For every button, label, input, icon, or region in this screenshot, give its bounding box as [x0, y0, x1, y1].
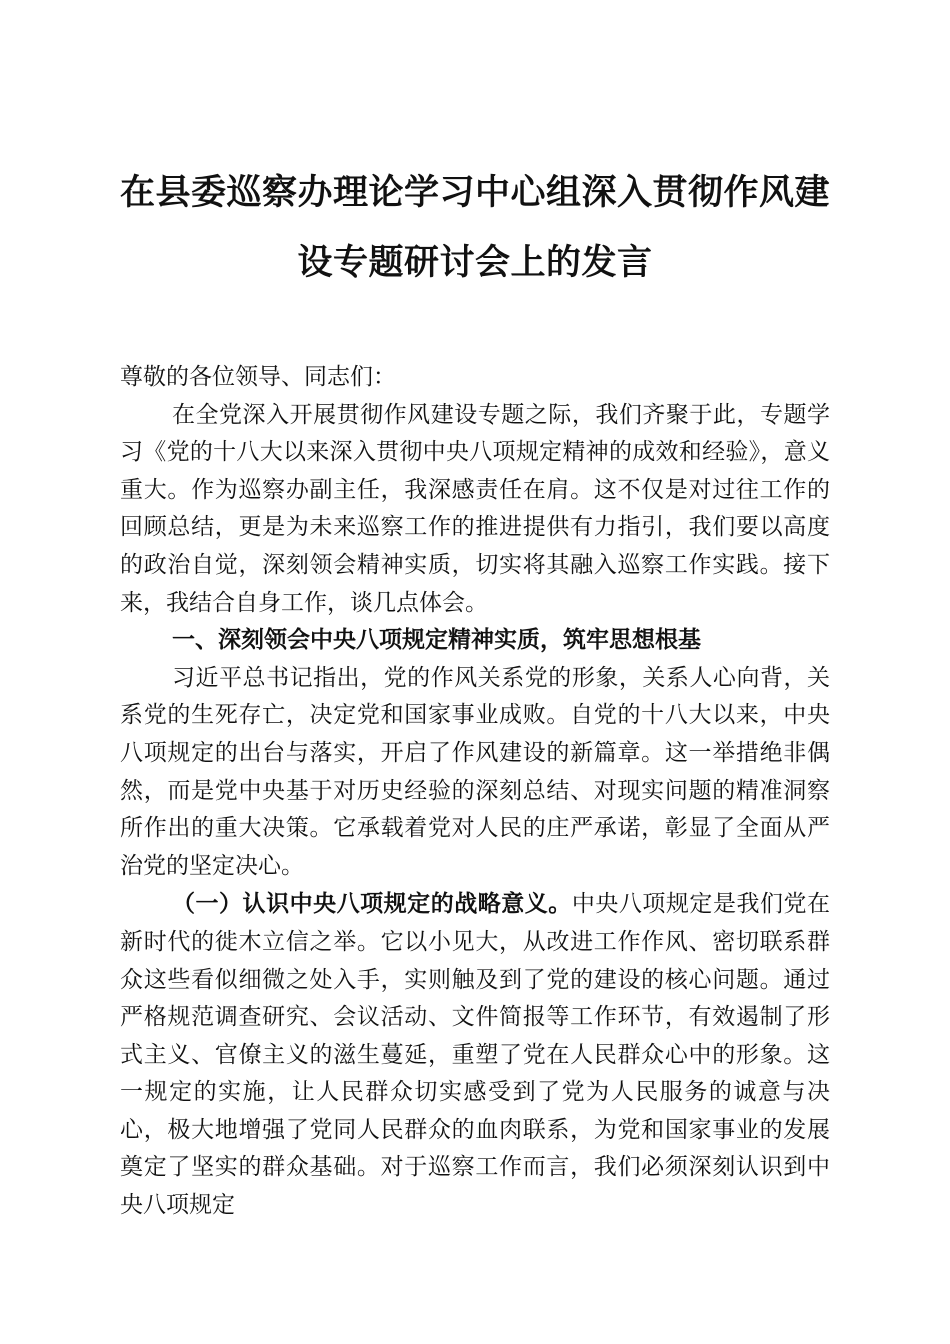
subsection-lead: （一）认识中央八项规定的战略意义。	[172, 890, 572, 918]
intro-paragraph: 在全党深入开展贯彻作风建设专题之际，我们齐聚于此，专题学习《党的十八大以来深入贯彻中央八项规定精神的成效和经验》，意义重大。作为巡察办副主任，我深感责任在肩。这不仅是对过往工作的回顾总结，更是为未来巡察工作的推进提供有力指引，我们要以高度的政治自觉，深刻领会精神实质，切实将其融入巡察工作实践。接下来，我结合自身工作，谈几点体会。	[120, 401, 830, 616]
document-title-line1: 在县委巡察办理论学习中心组深入贯彻作风建	[119, 173, 830, 213]
section-paragraph: 习近平总书记指出，党的作风关系党的形象，关系人心向背，关系党的生死存亡，决定党和国家事业成败。自党的十八大以来，中央八项规定的出台与落实，开启了作风建设的新篇章。这一举措绝非偶然，而是党中央基于对历史经验的深刻总结、对现实问题的精准洞察所作出的重大决策。它承载着党对人民的庄严承诺，彰显了全面从严治党的坚定决心。	[120, 664, 830, 879]
section-heading: 一、深刻领会中央八项规定精神实质，筑牢思想根基	[172, 627, 701, 654]
document-body	[120, 359, 830, 1225]
salutation: 尊敬的各位领导、同志们：	[120, 364, 396, 390]
subsection-paragraph	[120, 885, 830, 1224]
subsection-body: 中央八项规定是我们党在新时代的徙木立信之举。它以小见大，从改进工作作风、密切联系群众这些看似细微之处入手，实则触及到了党的建设的核心问题。通过严格规范调查研究、会议活动、文件简报等工作环节，有效遏制了形式主义、官僚主义的滋生蔓延，重塑了党在人民群众心中的形象。这一规定的实施，让人民群众切实感受到了党为人民服务的诚意与决心，极大地增强了党同人民群众的血肉联系，为党和国家事业的发展奠定了坚实的群众基础。对于巡察工作而言，我们必须深刻认识到中央八项规定	[120, 891, 831, 1219]
document-title-line2: 设专题研讨会上的发言	[297, 243, 653, 283]
